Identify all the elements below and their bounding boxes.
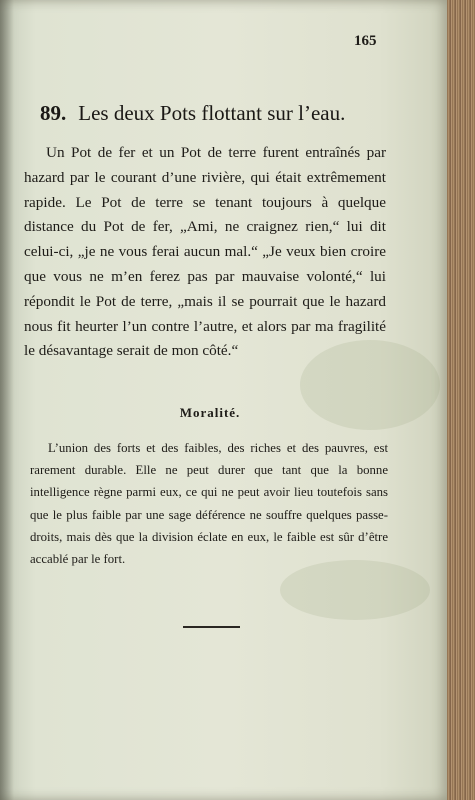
fable-number: 89. bbox=[40, 101, 67, 125]
end-rule bbox=[183, 626, 240, 628]
spine-shadow bbox=[0, 0, 14, 800]
page-number: 165 bbox=[354, 33, 377, 49]
fable-title-text: Les deux Pots flottant sur l’eau. bbox=[78, 101, 346, 125]
fable-title bbox=[40, 101, 380, 126]
page-edges bbox=[447, 0, 475, 800]
moral-body: L’union des forts et des faibles, des riches et des pauvres, est rarement durable. Elle ne peut durer que tant que la bonne intelligence règne parmi eux, ce qui ne peut avoir lieu toutefois sans que le plus faible par une sage déférence ne souffre quelques passe-droits, mais dès que la division éclate en eux, le faible est sûr d’être accablé par le fort. bbox=[30, 441, 388, 567]
moral-heading: Moralité. bbox=[179, 405, 241, 420]
fable-body: Un Pot de fer et un Pot de terre furent entraînés par hazard par le courant d’une rivière, qui était extrêmement rapide. Le Pot de terre se tenant toujours à quelque distance du Pot de fer, „Ami, ne craignez rien,“ lui dit celui-ci, „je ne vous ferai aucun mal.“ „Je veux bien croire que vous ne m’en ferez pas par mauvaise volonté,“ lui répondit le Pot de terre, „mais il se pourrait que le hazard nous fit heurter l’un contre l’autre, et alors par ma fragilité le désavantage serait de mon côté.“ bbox=[24, 144, 386, 360]
